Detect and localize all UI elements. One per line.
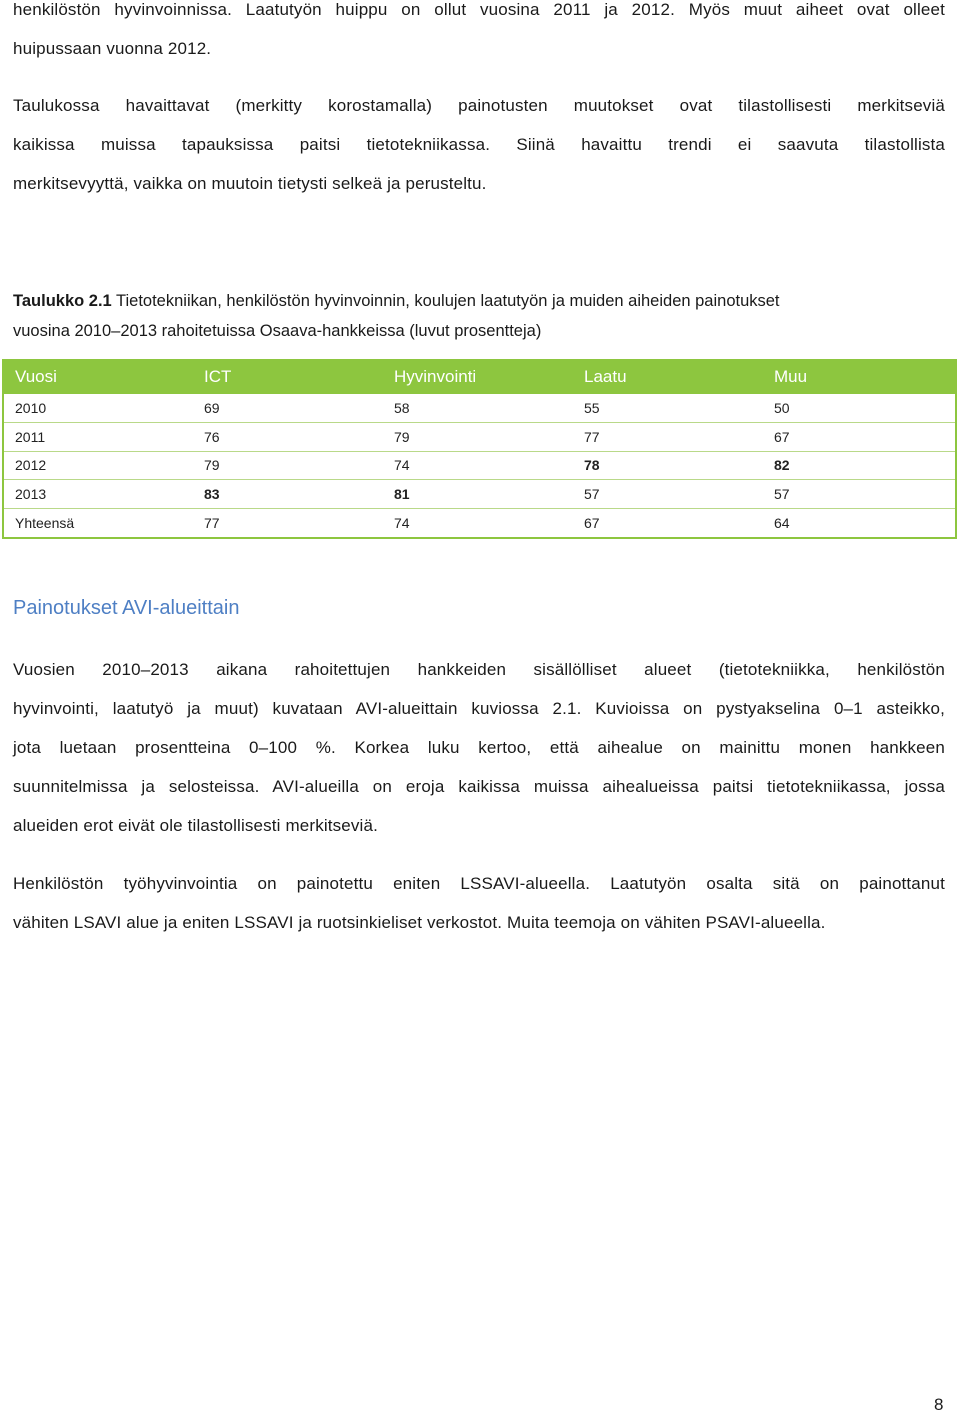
text-line: henkilöstön hyvinvoinnissa. Laatutyön huippu on ollut vuosina 2011 ja 2012. Myös muut aiheet ovat olleet bbox=[13, 0, 945, 19]
table-cell: 55 bbox=[573, 393, 763, 422]
table-cell: 77 bbox=[573, 422, 763, 451]
table-cell: 67 bbox=[763, 422, 956, 451]
page-number: 8 bbox=[934, 1395, 944, 1414]
table-caption-text: Tietotekniikan, henkilöstön hyvinvoinnin, koulujen laatutyön ja muiden aiheiden painotukset bbox=[116, 292, 780, 310]
table-cell: 79 bbox=[383, 422, 573, 451]
table-cell: 77 bbox=[193, 509, 383, 538]
significance-paragraph bbox=[13, 86, 945, 203]
column-header-laatu: Laatu bbox=[573, 360, 763, 393]
table-cell: 2010 bbox=[3, 393, 193, 422]
text-line: Henkilöstön työhyvinvointia on painotettu eniten LSSAVI-alueella. Laatutyön osalta sitä on painottanut bbox=[13, 874, 945, 893]
table-cell: 67 bbox=[573, 509, 763, 538]
table-row bbox=[3, 451, 956, 480]
column-header-ict: ICT bbox=[193, 360, 383, 393]
table-cell: 57 bbox=[573, 480, 763, 509]
column-header-vuosi: Vuosi bbox=[3, 360, 193, 393]
text-line: Taulukossa havaittavat (merkitty korostamalla) painotusten muutokset ovat tilastollisesti merkitseviä bbox=[13, 96, 945, 115]
text-line: suunnitelmissa ja selosteissa. AVI-alueilla on eroja kaikissa muissa aihealueissa paitsi tietotekniikassa, jossa bbox=[13, 777, 945, 796]
table-cell: 2012 bbox=[3, 451, 193, 480]
text-line: kaikissa muissa tapauksissa paitsi tietotekniikassa. Siinä havaittu trendi ei saavuta tilastollista bbox=[13, 135, 945, 154]
table-row bbox=[3, 422, 956, 451]
intro-paragraph bbox=[13, 0, 945, 68]
table-cell: 2011 bbox=[3, 422, 193, 451]
table-cell: 78 bbox=[573, 451, 763, 480]
text-line: merkitsevyyttä, vaikka on muutoin tietysti selkeä ja perusteltu. bbox=[13, 174, 487, 193]
table-cell: Yhteensä bbox=[3, 509, 193, 538]
table-cell: 74 bbox=[383, 451, 573, 480]
column-header-hyvinvointi: Hyvinvointi bbox=[383, 360, 573, 393]
table-cell: 82 bbox=[763, 451, 956, 480]
wellbeing-paragraph bbox=[13, 864, 945, 942]
table-cell: 83 bbox=[193, 480, 383, 509]
table-cell: 57 bbox=[763, 480, 956, 509]
table-cell: 69 bbox=[193, 393, 383, 422]
table-cell: 2013 bbox=[3, 480, 193, 509]
table-row bbox=[3, 480, 956, 509]
table-cell: 58 bbox=[383, 393, 573, 422]
table-cell: 74 bbox=[383, 509, 573, 538]
table-cell: 64 bbox=[763, 509, 956, 538]
table-caption bbox=[13, 286, 945, 346]
table-header-row bbox=[3, 360, 956, 393]
text-line: vähiten LSAVI alue ja eniten LSSAVI ja ruotsinkieliset verkostot. Muita teemoja on vähiten PSAVI-alueella. bbox=[13, 913, 826, 932]
column-header-muu: Muu bbox=[763, 360, 956, 393]
text-line: hyvinvointi, laatutyö ja muut) kuvataan AVI-alueittain kuviossa 2.1. Kuvioissa on pystyakselina 0–1 asteikko, bbox=[13, 699, 945, 718]
data-table bbox=[2, 359, 957, 539]
table-caption-label: Taulukko 2.1 bbox=[13, 292, 112, 310]
table-caption-text: vuosina 2010–2013 rahoitetuissa Osaava-hankkeissa (luvut prosentteja) bbox=[13, 322, 542, 340]
table-cell: 76 bbox=[193, 422, 383, 451]
table-cell: 50 bbox=[763, 393, 956, 422]
table-row bbox=[3, 509, 956, 538]
text-line: jota luetaan prosentteina 0–100 %. Korkea luku kertoo, että aihealue on mainittu monen hankkeen bbox=[13, 738, 945, 757]
text-line: huipussaan vuonna 2012. bbox=[13, 39, 212, 58]
table-cell: 79 bbox=[193, 451, 383, 480]
section-heading: Painotukset AVI-alueittain bbox=[13, 597, 240, 619]
text-line: Vuosien 2010–2013 aikana rahoitettujen hankkeiden sisällölliset alueet (tietotekniikka, henkilöstön bbox=[13, 660, 945, 679]
table-cell: 81 bbox=[383, 480, 573, 509]
table-row bbox=[3, 393, 956, 422]
avi-paragraph bbox=[13, 650, 945, 845]
text-line: alueiden erot eivät ole tilastollisesti merkitseviä. bbox=[13, 816, 378, 835]
